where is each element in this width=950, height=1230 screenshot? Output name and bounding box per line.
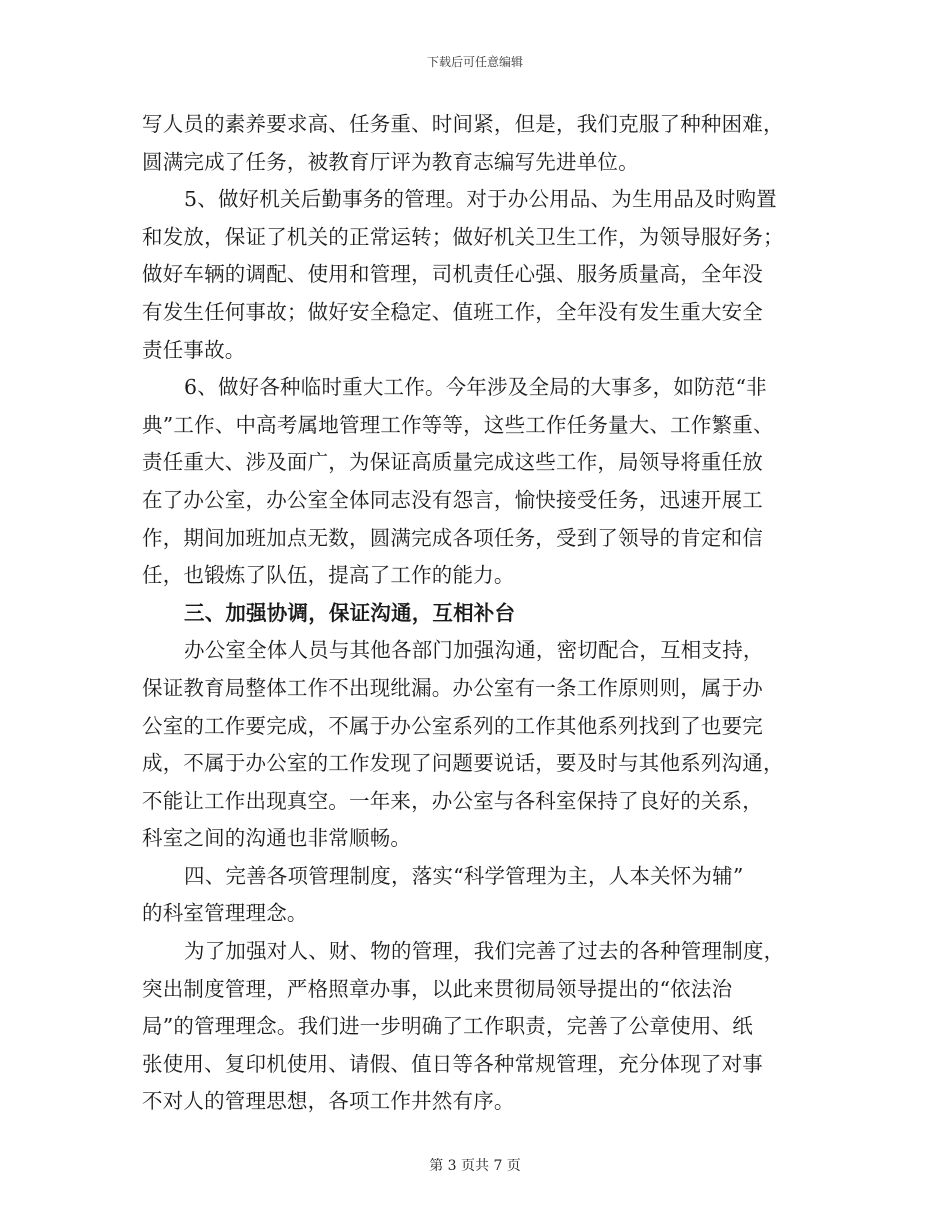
text-line: 任，也锻炼了队伍，提高了工作的能力。 [142, 563, 515, 588]
text-line: 不能让工作出现真空。一年来，办公室与各科室保持了良好的关系， [142, 788, 763, 813]
text-line: 科室之间的沟通也非常顺畅。 [142, 826, 412, 851]
body-text [142, 106, 812, 1121]
text-line: 典”工作、中高考属地管理工作等等，这些工作任务量大、工作繁重、 [142, 412, 774, 437]
text-line: 保证教育局整体工作不出现纰漏。办公室有一条工作原则则，属于办 [142, 675, 763, 700]
text-line: 有发生任何事故；做好安全稳定、值班工作，全年没有发生重大安全 [142, 299, 763, 324]
text-line: 和发放，保证了机关的正常运转；做好机关卫生工作，为领导服好务； [142, 224, 784, 249]
text-line: 成，不属于办公室的工作发现了问题要说话，要及时与其他系列沟通， [142, 751, 784, 776]
text-line: 的科室管理理念。 [142, 901, 308, 926]
text-line: 圆满完成了任务，被教育厅评为教育志编写先进单位。 [142, 149, 639, 174]
text-line: 四、完善各项管理制度，落实“科学管理为主，人本关怀为辅” [184, 863, 744, 888]
text-line: 责任重大、涉及面广，为保证高质量完成这些工作，局领导将重任放 [142, 450, 763, 475]
text-line: 6、做好各种临时重大工作。今年涉及全局的大事多，如防范“非 [184, 375, 767, 400]
text-line: 责任事故。 [142, 337, 246, 362]
text-line: 在了办公室，办公室全体同志没有怨言，愉快接受任务，迅速开展工 [142, 487, 763, 512]
text-line: 公室的工作要完成，不属于办公室系列的工作其他系列找到了也要完 [142, 713, 763, 738]
page-footer: 第 3 页共 7 页 [429, 1158, 521, 1174]
section-heading: 三、加强协调，保证沟通，互相补台 [184, 600, 516, 625]
text-line: 张使用、复印机使用、请假、值日等各种常规管理，充分体现了对事 [142, 1051, 763, 1076]
text-line: 不对人的管理思想，各项工作井然有序。 [142, 1089, 515, 1114]
text-line: 写人员的素养要求高、任务重、时间紧，但是，我们克服了种种困难， [142, 112, 784, 136]
page-header: 下载后可任意编辑 [426, 55, 523, 69]
text-line: 做好车辆的调配、使用和管理，司机责任心强、服务质量高，全年没 [142, 262, 763, 287]
text-line: 为了加强对人、财、物的管理，我们完善了过去的各种管理制度， [184, 939, 785, 964]
text-line: 作，期间加班加点无数，圆满完成各项任务，受到了领导的肯定和信 [142, 525, 763, 550]
text-line: 办公室全体人员与其他各部门加强沟通，密切配合，互相支持， [184, 638, 764, 663]
text-line: 突出制度管理，严格照章办事，以此来贯彻局领导提出的“依法治 [142, 976, 733, 1001]
text-line: 局”的管理理念。我们进一步明确了工作职责，完善了公章使用、纸 [142, 1014, 753, 1039]
text-line: 5、做好机关后勤事务的管理。对于办公用品、为生用品及时购置 [184, 187, 777, 212]
